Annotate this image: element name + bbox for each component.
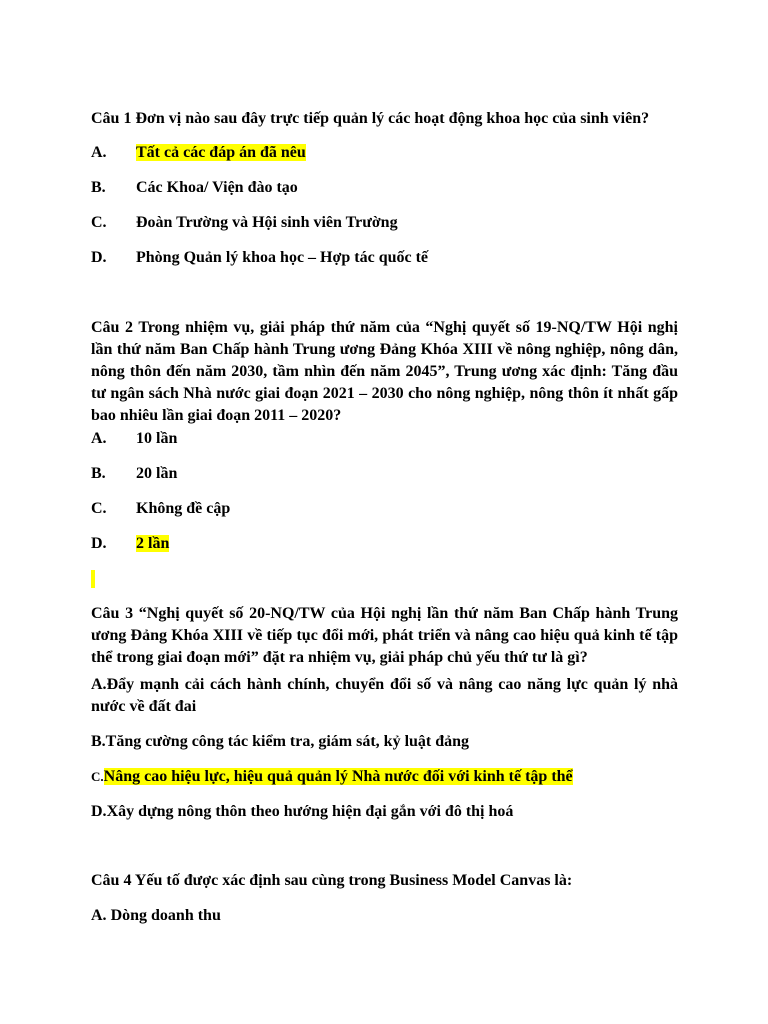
q1-option-b-text: Các Khoa/ Viện đào tạo [136,179,298,196]
q2-option-c-letter: C. [91,500,107,517]
q2-option-d [91,533,678,555]
question-2-text: Câu 2 Trong nhiệm vụ, giải pháp thứ năm của “Nghị quyết số 19-NQ/TW Hội nghị lần thứ năm Ban Chấp hành Trung ương Đảng Khóa XIII về nông nghiệp, nông dân, nông thôn đến năm 2030, tầm nhìn đến năm 2045”, Trung ương xác định: Tăng đầu tư ngân sách Nhà nước giai đoạn 2021 – 2030 cho nông nghiệp, nông thôn ít nhất gấp bao nhiêu lần giai đoạn 2011 – 2020? [91,319,678,424]
q4-option-a [91,905,678,927]
q1-option-d-text: Phòng Quản lý khoa học – Hợp tác quốc tế [136,249,429,266]
q1-option-d-letter: D. [91,249,107,266]
q1-option-a-letter: A. [91,144,107,161]
question-1-text: Câu 1 Đơn vị nào sau đây trực tiếp quản lý các hoạt động khoa học của sinh viên? [91,110,650,127]
q2-option-a-text: 10 lần [136,430,178,447]
q3-option-d-letter: D. [91,803,107,820]
q1-option-c [91,212,678,234]
q2-option-c [91,498,678,520]
q1-option-a [91,142,678,164]
q3-option-d-text: Xây dựng nông thôn theo hướng hiện đại gắn với đô thị hoá [106,803,514,820]
q3-option-a-text: Đẩy mạnh cải cách hành chính, chuyển đổi số và nâng cao năng lực quản lý nhà nước về đất đai [91,676,678,715]
q2-option-b-letter: B. [91,465,106,482]
q1-option-a-text: Tất cả các đáp án đã nêu [136,144,306,161]
q3-option-c-text: Nâng cao hiệu lực, hiệu quả quản lý Nhà nước đối với kinh tế tập thể [103,768,573,785]
q3-option-d [91,801,678,823]
q3-option-a-letter: A. [91,676,107,693]
q1-option-b-letter: B. [91,179,106,196]
q3-option-b-letter: B. [91,733,106,750]
q1-option-d [91,247,678,269]
q2-option-b [91,463,678,485]
q1-option-b [91,177,678,199]
q3-option-a [91,674,678,718]
q1-option-c-text: Đoàn Trường và Hội sinh viên Trường [136,214,398,231]
q4-option-a-letter: A. [91,907,107,924]
highlight-mark [91,570,95,588]
q3-option-b [91,731,678,753]
q1-option-c-letter: C. [91,214,107,231]
q2-option-c-text: Không đề cập [136,500,231,517]
question-3-text: Câu 3 “Nghị quyết số 20-NQ/TW của Hội nghị lần thứ năm Ban Chấp hành Trung ương Đảng Khóa XIII về tiếp tục đổi mới, phát triển và nâng cao hiệu quả kinh tế tập thể trong giai đoạn mới” đặt ra nhiệm vụ, giải pháp chủ yếu thứ tư là gì? [91,605,678,666]
question-4-text: Câu 4 Yếu tố được xác định sau cùng trong Business Model Canvas là: [91,872,573,889]
q2-option-b-text: 20 lần [136,465,178,482]
q2-option-d-text: 2 lần [136,535,170,552]
q2-option-d-letter: D. [91,535,107,552]
q3-option-c-letter: C. [91,769,104,784]
q2-option-a [91,428,678,450]
q3-option-b-text: Tăng cường công tác kiểm tra, giám sát, kỷ luật đảng [105,733,470,750]
q4-option-a-text: Dòng doanh thu [106,907,221,924]
q2-option-a-letter: A. [91,430,107,447]
q3-option-c [91,766,678,788]
